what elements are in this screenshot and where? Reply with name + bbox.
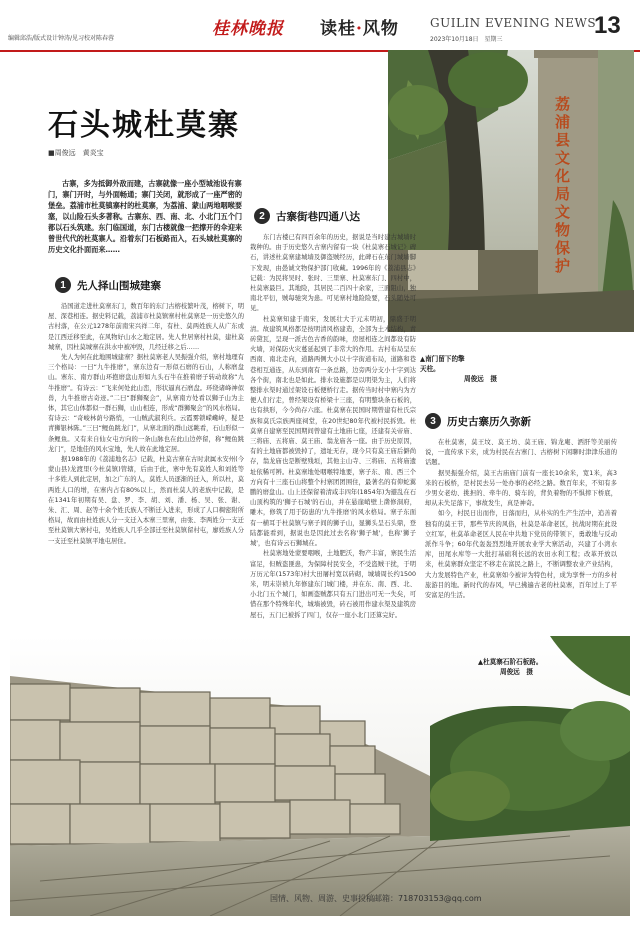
section-2-paragraph: 东门古楼已有四百余年的历史，据说是当时建古城墙时栽种的。由于历史悠久古寨内留有一块《杜莫寨石城记》碑石，讲述杜莫寨建城墙及御盗贼经历，此碑石在东门城墙脚下发现，由愚诚文物保护部门收藏。1996年的《荔浦县志》记载：为民将吴时、张时、三里寨、杜莫寨东门、四村中，杜莫寨最巨。其地险，其居民二百四十余家，三面阻山，独南北平衍，贼每驰突为患。可见寨村地险险要，石头随处可见。 bbox=[250, 234, 416, 313]
section-1-paragraph: 沿国道走进杜莫寨东门，数百年的东门古榕枝繁叶茂，榕树下，明屋、深巷相连。据史料记载，荔浦市杜莫镇寨村杜莫寨是一历史悠久的古村落，在公元1278年前南宋兴祥二年，有杜、莫两姓族人从广东或是江西迁移至此，在风物好山水之地定居。先人世居寨村杜莫，建杜莫城寨，因杜莫城寨在洪水中被冲毁，几经迁移之后…… bbox=[48, 303, 244, 351]
editors-line: 编辑邱浩/版式设计钟涛/见习校对陈春蓉 bbox=[8, 35, 115, 42]
section-2-heading bbox=[254, 208, 360, 224]
section-2-paragraph: 杜莫寨地处蒙要咽喉，土地肥沃，物产丰富，寨民生活富足，但贼盗匪患，为保障村民安全，不受盗贼干扰，于明万历元年(1573年)村大田屠村宽以砖砌，城墙周长约1500米，明末崇祯九年修建东门城门楼，并在东、南、西、北、小北门五个城门，如画盗贼都只有五门进出可无一失矣，可惜在那个特殊年代，城墙被毁，砖石被用作建水渠及建筑房屋石，五门已被拆了四门，仅存一座小北门还算完好。 bbox=[250, 550, 416, 619]
section-1-paragraph: 据1988年的《荔浦地名志》记载，杜莫古寨在古时隶属永安州(今蒙山县)龙渡里(今杜莫镇)管辖，后由于此，寨中先有莫姓人和刘姓等十多姓人到此定居，加之广东的人，莫姓人员逐渐的迁入，所以杜，莫两姓人口的增，在寨内占有80%以上，然而杜莫人的老族中记载，是在1341年初期有吴、盘、罗、李、胡、刘、潘、杨、吴、张、谢、朱、汇、周、赵等十余个姓氏族人不断迁入进来，形成了人口稠密附所格局，故而由杜姓族人分一支迁入本寨三里寨，由张、李两姓分一支迁至杜莫镇大寨村屯，吴姓族人几乎全部迁至杜莫镇留村屯，廖姓族人分一支迁至杜莫镇平地屯居住。 bbox=[48, 456, 244, 545]
photo2-caption-line1: ▲杜莫寨石阶石板路。 bbox=[478, 658, 543, 666]
photo-stone-path bbox=[10, 636, 630, 916]
section-3-title: 历史古寨历久弥新 bbox=[447, 415, 531, 428]
stele-inscription: 荔浦县文化局文物保护 bbox=[553, 96, 571, 276]
section-1-number: 1 bbox=[55, 277, 71, 293]
section-3-number: 3 bbox=[425, 413, 441, 429]
issue-date: 2023年10月18日 星期三 bbox=[430, 36, 503, 43]
page-number: 13 bbox=[594, 12, 621, 39]
stele-tree-image bbox=[388, 50, 634, 332]
section-1-heading bbox=[55, 277, 161, 293]
photo1-caption-line1: ▲南门留下的擎 bbox=[420, 355, 465, 363]
stone-path-image bbox=[10, 636, 630, 916]
section-sub: 风物 bbox=[362, 19, 399, 39]
section-2-body bbox=[250, 233, 416, 663]
photo1-caption bbox=[420, 354, 540, 384]
section-main: 读桂 bbox=[320, 19, 356, 39]
section-3-paragraph: 据吴振强介绍，莫王古庙庙门前有一座长10余米，宽1米，高3米的石板桥，是村民去另一处办事的必经之路。数百年来，不知有多少男女老幼、挑担的、牵牛的、骑车的，背负着物的不惧摔下桥底，却从未失足落下，事故发生，真是神奇。 bbox=[425, 469, 617, 508]
section-dot: · bbox=[356, 19, 363, 39]
newspaper-logo: 桂林晚报 bbox=[212, 19, 284, 39]
submission-footer: 国情、风物、周游、史事投稿邮箱：718703153@qq.com bbox=[270, 894, 482, 903]
photo1-caption-line2: 天柱。 bbox=[420, 365, 440, 373]
section-3-body bbox=[425, 438, 617, 614]
article-title: 石头城杜莫寨 bbox=[48, 108, 240, 143]
section-1-paragraph: 先人为何在此地围城建寨？据杜莫寨老人吴振强介绍，寨村地理有三个格局：一曰“九牛推磨”，寨东边有一形似石磨的石山，人称磨盘山。寨东、南方群山环抱磨盘山形如九头石牛在推着磨子转动故称“九牛推磨”。有诗云：“飞来何处此山峦，形状逼真石磨盘。环绕诸峰神似兽，九牛推磨古奇迹。”二曰“群狮聚会”，从寨南方处看以狮子山为主体，其它山体都似一群石狮，山山相连，形成“群狮聚会”的风水格局。有诗云：“奇峻林荫兮路悄，一山贼武淑利兵。云霞雾锁嵘巉崪，疑是青狮银林陈。”三曰“鲤鱼跳龙门”，从寨北面的群山远眺看，石山形似一条鲤鱼。又有来自仙女屯方向的一条山脉也在此山边停留，称“鲤鱼跳龙门”，是地佳的风水宝地，先人故在此地定居。 bbox=[48, 354, 244, 453]
section-2-title: 古寨街巷四通八达 bbox=[276, 210, 360, 223]
section-3-paragraph: 在杜莫寨，莫王坟、莫王坊、莫王庙、锦龙庵、洒肝等美丽传说，一直传承下来，成为村民在古寨门、古榕树下闲聊时津津乐道的话题。 bbox=[425, 439, 617, 467]
section-1-title: 先人择山围城建寨 bbox=[77, 279, 161, 292]
photo1-credit: 周俊远 摄 bbox=[464, 375, 497, 383]
article-byline: ■周俊远 黄炎宝 bbox=[48, 149, 104, 157]
section-3-paragraph: 如今，村民日出而作，日落而归，从朴实的生产生活中，追善着独有的莫王节，那些节庆的风俗，杜莫是革命老区，抗战时期在此设立红军，杜莫革命老区人民在中共地下党员的带领下，勇敢地与反动派作斗争；60年代轰轰烈烈地开展农业学大寨活动，兴建了小湾水库，田尾水库等一大批打基础利长远的农田水利工程；改革开放以来，杜莫寨群众坚定不移走在富民之路上，不断调整农业产业结构，大力发展特色产业，杜莫寨如今被评为特色村，成为享誉一方的乡村旅游目的地。新时代的春风，早已拂遍古老的杜莫寨，百年过上了平安富足的生活。 bbox=[425, 510, 617, 600]
section-2-paragraph: 杜莫寨知建于南宋，发展壮大于元末明初，鼎盛于明清。故建筑风格都是按明清风格建造，全部为土木结构，青砖黛瓦，呈现一派古色古香的韵味，房屋相连之间都设有防火墙，对保防火灾蔓延起到了非常大的作用。古村布局呈东西南、南北走向，道路两侧大小以十字街道布局，道路和巷巷相互通连，从东到南有一条总路，边旁两分支小十字到达各个街，南北也是如此。排水设施都是以明渠为主，人们将整排水渠时通过架设石板便桥行走。据传当时村中寨内为方便人们行走，曾经架设有桥梁十三座，有明整块条石板的，也有拱形，今今尚存六座。杜莫寨在民国时期曾建有杜氏宗族和莫氏宗族两座祠堂，在20世纪80年代被村民拆毁。杜莫寨自建寨至民国期间曾建有土地庙七座，还建有关帝庙、三将庙、五将庙、莫王庙、翁龙庙各一座。由于历史原因，有的土地庙都被毁掉了，遗址无存，现今只有莫王庙后僻尚存，翁龙庙也是断壁残垣，其他主山寺、三将庙、五将庙遗址依稀可辨。杜莫寨地处咽喉特地要，寨子东、南、西三个方向有十三座石山将整个村寨团团围住，最著名的有仰蛇翼鹏的磨盘山。山上还保留着清咸丰四年(1854年)为避乱在石山顶构筑的'狮子石城'的石山，并在悬崖峭壁上凿修洞府，雕木，修筑了用于防患的'九牛推磨'的风水格局。寨子东面有一横耳于杜莫镇与寨子间的狮子山，显狮头呈石头鼎，登陆都能看到，据说也是因此过去名称'狮子城'，也称'狮子城'，也有诗云石狮城在。 bbox=[250, 315, 416, 548]
section-1-body bbox=[48, 302, 244, 627]
photo-stele-tree bbox=[388, 50, 634, 332]
photo2-credit: 周俊远 摄 bbox=[500, 668, 533, 676]
english-name: GUILIN EVENING NEWS bbox=[430, 16, 597, 30]
section-title bbox=[320, 14, 399, 39]
section-3-heading bbox=[425, 413, 531, 429]
photo2-caption bbox=[478, 657, 608, 677]
section-2-number: 2 bbox=[254, 208, 270, 224]
article-lead: 古寨，多为抵御外敌而建，古寨就像一座小型城池设有寨门，寨门开时，与外面畅通；寨门关闭，就形成了一座严密的堡垒。荔浦市杜莫镇寨村的杜莫寨，为荔浦、蒙山两地咽喉要塞，以山险石头多著称。古寨东、西、南、北、小北门五个门都以石头筑建。东门临国道，东门古楼就像一把撑开的伞迎来曾世代代的杜莫寨人。沿着东门石板路而入，石头城杜莫寨的历史文化扑面而来…… bbox=[48, 179, 243, 254]
